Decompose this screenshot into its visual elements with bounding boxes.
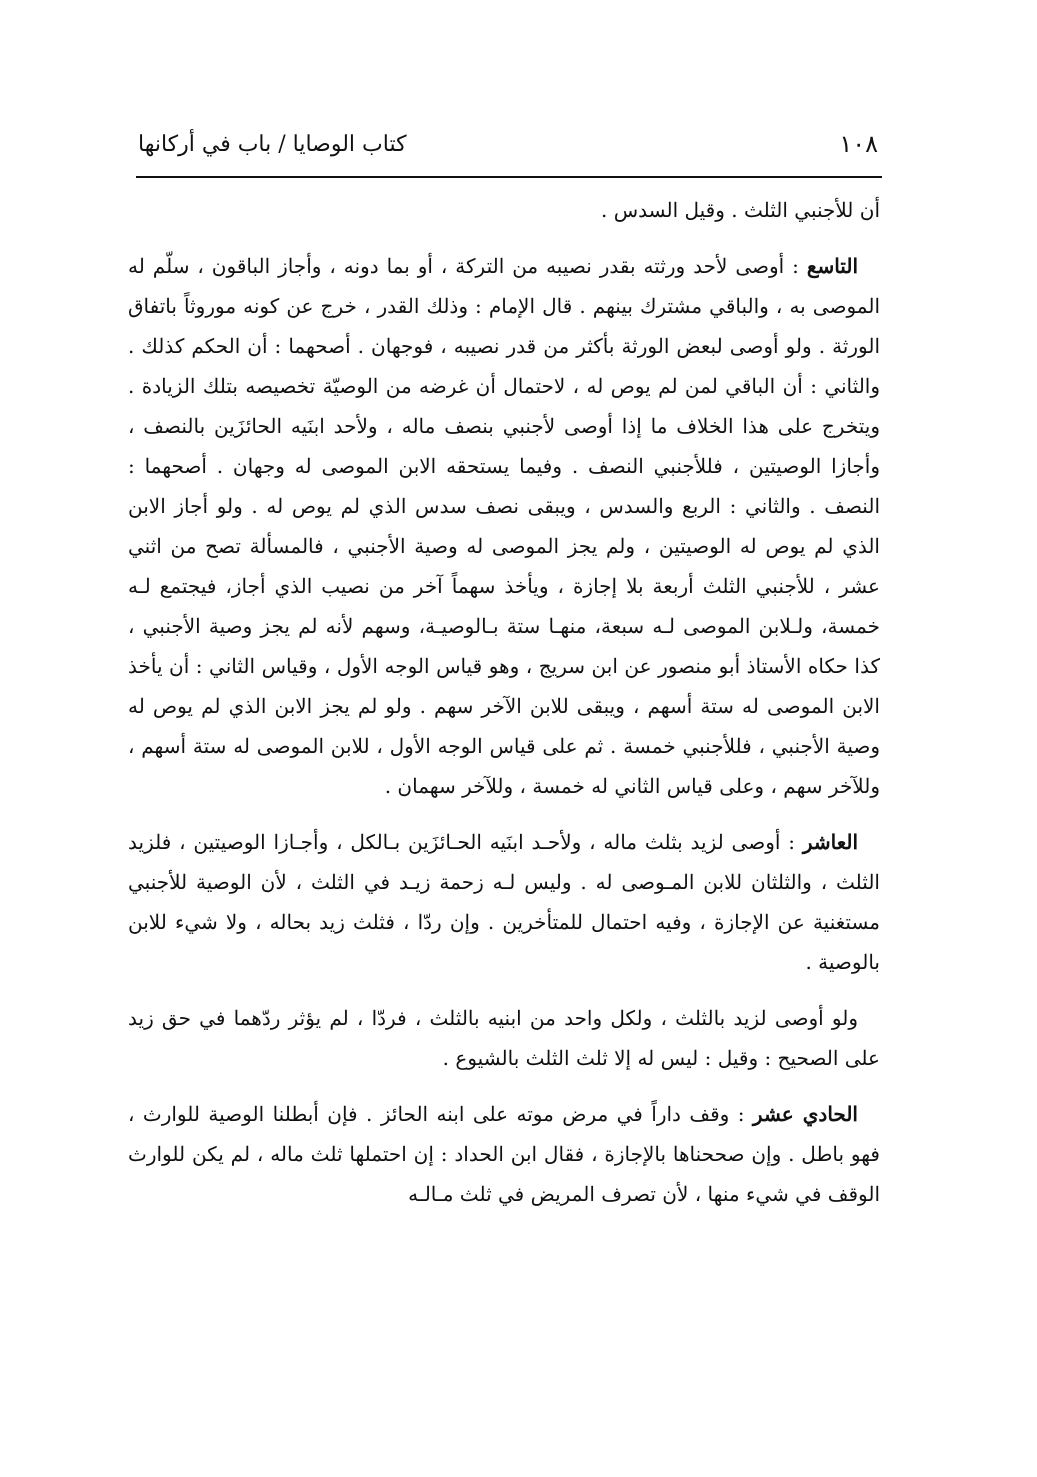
paragraph-text: : أوصى لأحد ورثته بقدر نصيبه من التركة ، أو بما دونه ، وأجاز الباقون ، سلّم له الموصى به ، والباقي مشترك بينهم . قال الإمام : وذلك القدر ، خرج عن كونه موروثاً باتفاق الورثة . ولو أوصى لبعض الورثة بأكثر من قدر نصيبه ، فوجهان . أصحهما : أن الحكم كذلك . والثاني : أن الباقي لمن لم يوص له ، لاحتمال أن غرضه من الوصيّة تخصيصه بتلك الزيادة . ويتخرج على هذا الخلاف ما إذا أوصى لأجنبي بنصف ماله ، ولأحد ابنَيه الحائزَين بالنصف ، وأجازا الوصيتين ، فللأجنبي النصف . وفيما يستحقه الابن الموصى له وجهان . أصحهما : النصف . والثاني : الربع والسدس ، ويبقى نصف سدس الذي لم يوص له . ولو أجاز الابن الذي لم يوص له الوصيتين ، ولم يجز الموصى له وصية الأجنبي ، فالمسألة تصح من اثني عشر ، للأجنبي الثلث أربعة بلا إجازة ، ويأخذ سهماً آخر من نصيب الذي أجاز، فيجتمع لـه خمسة، ولـلابن الموصى لـه سبعة، منهـا ستة بـالوصيـة، وسهم لأنه لم يجز وصية الأجنبي ، كذا حكاه الأستاذ أبو منصور عن ابن سريج ، وهو قياس الوجه الأول ، وقياس الثاني : أن يأخذ الابن الموصى له ستة أسهم ، ويبقى للابن الآخر سهم . ولو لم يجز الابن الذي لم يوص له وصية الأجنبي ، فللأجنبي خمسة . ثم على قياس الوجه الأول ، للابن الموصى له ستة أسهم ، وللآخر سهم ، وعلى قياس الثاني له خمسة ، وللآخر سهمان . xyxy=(128,254,880,798)
paragraph-heading: العاشر xyxy=(802,830,858,854)
header-divider xyxy=(136,176,882,178)
paragraph-bequest-note xyxy=(128,998,880,1078)
paragraph-text: : أوصى لزيد بثلث ماله ، ولأحـد ابنَيه الحـائزَين بـالكل ، وأجـازا الوصيتين ، فلزيد الثلث ، والثلثان للابن المـوصى له . وليس لـه زحمة زيـد في الثلث ، لأن الوصية للأجنبي مستغنية عن الإجازة ، وفيه احتمال للمتأخرين . وإن ردّا ، فثلث زيد بحاله ، ولا شيء للابن بالوصية . xyxy=(128,830,880,974)
page-header xyxy=(138,128,880,172)
running-title: كتاب الوصايا / باب في أركانها xyxy=(138,132,407,157)
page-number: ١٠٨ xyxy=(839,130,878,158)
page-body xyxy=(128,190,880,1214)
paragraph-text: : وقف داراً في مرض موته على ابنه الحائز . فإن أبطلنا الوصية للوارث ، فهو باطل . وإن صححناها بالإجازة ، فقال ابن الحداد : إن احتملها ثلث ماله ، لم يكن للوارث الوقف في شيء منها ، لأن تصرف المريض في ثلث مـالـه xyxy=(128,1102,880,1206)
paragraph-heading: التاسع xyxy=(806,254,858,278)
paragraph-continuation xyxy=(128,190,880,230)
paragraph-text: ولو أوصى لزيد بالثلث ، ولكل واحد من ابنيه بالثلث ، فردّا ، لم يؤثر ردّهما في حق زيد على الصحيح : وقيل : ليس له إلا ثلث الثلث بالشيوع . xyxy=(128,1006,880,1070)
paragraph-eleventh xyxy=(128,1094,880,1214)
paragraph-tenth xyxy=(128,822,880,982)
paragraph-heading: الحادي عشر xyxy=(752,1102,858,1126)
paragraph-text: أن للأجنبي الثلث . وقيل السدس . xyxy=(601,198,880,222)
paragraph-ninth xyxy=(128,246,880,806)
